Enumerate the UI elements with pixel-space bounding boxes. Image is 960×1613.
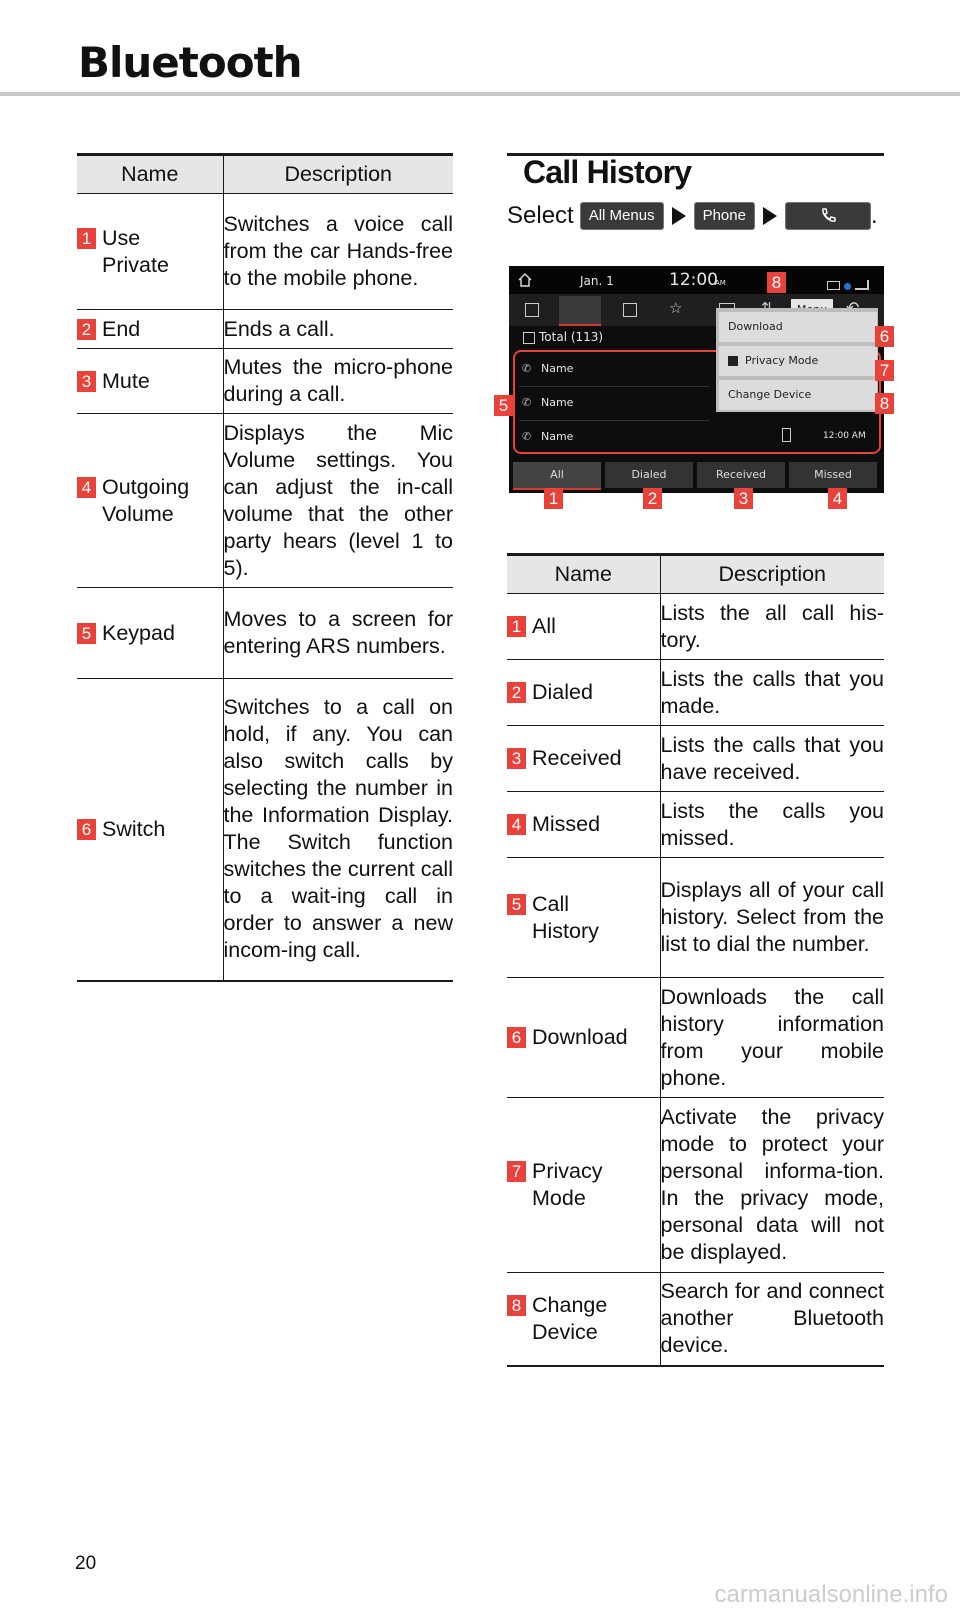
row-description: Switches a voice call from the car Hands-free to the mobile phone. xyxy=(223,194,453,310)
row-name: End xyxy=(102,316,141,341)
tab-all[interactable]: All xyxy=(513,462,601,490)
call-history-icon xyxy=(819,207,837,225)
callout-number-badge: 1 xyxy=(507,616,526,637)
call-history-button xyxy=(785,202,871,230)
row-name: Switch xyxy=(102,816,166,841)
callout-number-badge: 8 xyxy=(507,1295,526,1316)
row-name: Mute xyxy=(102,368,150,393)
list-icon xyxy=(523,332,535,344)
row-description: Ends a call. xyxy=(223,310,453,349)
row-name: Missed xyxy=(532,812,601,836)
table-row xyxy=(507,726,884,792)
tab-received[interactable]: Received xyxy=(697,462,785,488)
column-header-description: Description xyxy=(660,555,884,594)
phone-handset-icon: ✆ xyxy=(522,362,532,375)
callout-number-badge: 3 xyxy=(77,371,96,392)
callout-number-badge: 8 xyxy=(767,272,786,293)
column-header-name: Name xyxy=(77,155,223,194)
menu-item-download[interactable]: Download xyxy=(719,312,877,342)
callout-number-badge: 2 xyxy=(77,319,96,340)
callout-number-badge: 4 xyxy=(507,814,526,835)
call-time: 12:00 AM xyxy=(823,431,866,441)
tab-dialed[interactable]: Dialed xyxy=(605,462,693,488)
row-description: Switches to a call on hold, if any. You can also switch calls by selecting the number in the Information Display. The Switch function switches the current call to a wait-ing call in order to answer a new incom-ing call. xyxy=(223,679,453,981)
callout-number-badge: 5 xyxy=(494,395,513,416)
callout-number-badge: 7 xyxy=(507,1161,526,1182)
row-name: All xyxy=(532,614,556,638)
row-description: Activate the privacy mode to protect your personal informa-tion. In the privacy mode, personal data will not be displayed. xyxy=(660,1098,884,1273)
row-name: Outgoing Volume xyxy=(102,474,190,526)
call-history-tab-icon[interactable] xyxy=(559,296,601,326)
status-date: Jan. 1 xyxy=(580,274,614,288)
callout-number-badge: 7 xyxy=(875,360,894,381)
table-row xyxy=(507,1273,884,1366)
callout-number-badge: 8 xyxy=(875,393,894,414)
navigation-instruction xyxy=(507,199,878,233)
privacy-mode-label: Privacy Mode xyxy=(745,354,819,367)
privacy-mode-checkbox-icon xyxy=(728,356,738,366)
call-history-functions-table xyxy=(507,553,884,1367)
column-header-description: Description xyxy=(223,155,453,194)
row-description: Displays all of your call history. Select from the list to dial the number. xyxy=(660,858,884,978)
menu-item-change-device[interactable]: Change Device xyxy=(719,380,877,410)
callout-number-badge: 4 xyxy=(828,488,847,509)
arrow-right-icon xyxy=(672,207,686,225)
in-call-functions-table xyxy=(77,153,453,982)
section-title: Call History xyxy=(523,154,692,190)
table-row xyxy=(507,594,884,660)
table-row xyxy=(507,858,884,978)
table-row xyxy=(77,679,453,981)
row-name: Download xyxy=(532,1025,628,1049)
total-count: Total (113) xyxy=(539,330,604,344)
callout-number-badge: 3 xyxy=(734,488,753,509)
callout-number-badge: 2 xyxy=(507,682,526,703)
phone-handset-icon: ✆ xyxy=(522,396,532,409)
callout-number-badge: 4 xyxy=(77,477,96,498)
favorites-star-icon[interactable]: ☆ xyxy=(669,299,683,317)
phone-button: Phone xyxy=(694,202,755,230)
table-row xyxy=(77,349,453,414)
header-divider xyxy=(0,92,960,96)
table-row xyxy=(507,978,884,1098)
row-description: Lists the calls that you made. xyxy=(660,660,884,726)
row-description: Search for and connect another Bluetooth device. xyxy=(660,1273,884,1366)
row-description: Mutes the micro-phone during a call. xyxy=(223,349,453,414)
row-name: Change Device xyxy=(532,1292,608,1344)
call-list-name: Name xyxy=(541,396,574,409)
call-list-name: Name xyxy=(541,362,574,375)
column-header-name: Name xyxy=(507,555,660,594)
all-menus-button: All Menus xyxy=(580,202,664,230)
callout-number-badge: 6 xyxy=(875,326,894,347)
callout-number-badge: 2 xyxy=(643,488,662,509)
call-list-name: Name xyxy=(541,430,574,443)
table-row xyxy=(507,1098,884,1273)
callout-number-badge: 1 xyxy=(77,228,96,249)
status-bar xyxy=(509,266,884,294)
row-name: Call History xyxy=(532,891,599,943)
table-row xyxy=(77,194,453,310)
table-row xyxy=(507,660,884,726)
table-row xyxy=(77,414,453,588)
row-description: Displays the Mic Volume settings. You can adjust the in-call volume that the other party hears (level 1 to 5). xyxy=(223,414,453,588)
callout-number-badge: 6 xyxy=(77,819,96,840)
tab-missed[interactable]: Missed xyxy=(789,462,877,488)
status-time: 12:00 xyxy=(669,270,718,290)
row-description: Lists the all call his-tory. xyxy=(660,594,884,660)
row-name: Received xyxy=(532,746,622,770)
keypad-tab-icon[interactable] xyxy=(525,303,539,317)
callout-number-badge: 5 xyxy=(77,623,96,644)
callout-number-badge: 1 xyxy=(544,488,563,509)
table-row xyxy=(507,792,884,858)
callout-number-badge: 3 xyxy=(507,748,526,769)
row-name: Dialed xyxy=(532,680,593,704)
menu-item-privacy-mode[interactable] xyxy=(719,346,877,376)
callout-number-badge: 5 xyxy=(507,894,526,915)
page-header-title: Bluetooth xyxy=(78,38,302,87)
status-ampm: AM xyxy=(715,279,726,287)
page-number: 20 xyxy=(75,1553,97,1574)
status-icons xyxy=(827,275,875,285)
table-row xyxy=(77,588,453,679)
home-icon xyxy=(517,272,533,288)
row-description: Downloads the call history information from your mobile phone. xyxy=(660,978,884,1098)
contacts-tab-icon[interactable] xyxy=(623,303,637,317)
row-description: Lists the calls you missed. xyxy=(660,792,884,858)
instruction-period: . xyxy=(870,202,878,229)
row-name: Privacy Mode xyxy=(532,1159,603,1210)
row-name: Use Private xyxy=(102,225,169,277)
watermark: carmanualsonline.info xyxy=(714,1581,948,1608)
select-label: Select xyxy=(507,202,574,229)
arrow-right-icon xyxy=(763,207,777,225)
callout-number-badge: 6 xyxy=(507,1027,526,1048)
row-description: Lists the calls that you have received. xyxy=(660,726,884,792)
call-history-screen xyxy=(509,266,884,493)
mobile-device-icon xyxy=(782,428,791,442)
phone-handset-icon: ✆ xyxy=(522,430,532,443)
row-name: Keypad xyxy=(102,620,175,645)
table-row xyxy=(77,310,453,349)
row-description: Moves to a screen for entering ARS numbers. xyxy=(223,588,453,679)
